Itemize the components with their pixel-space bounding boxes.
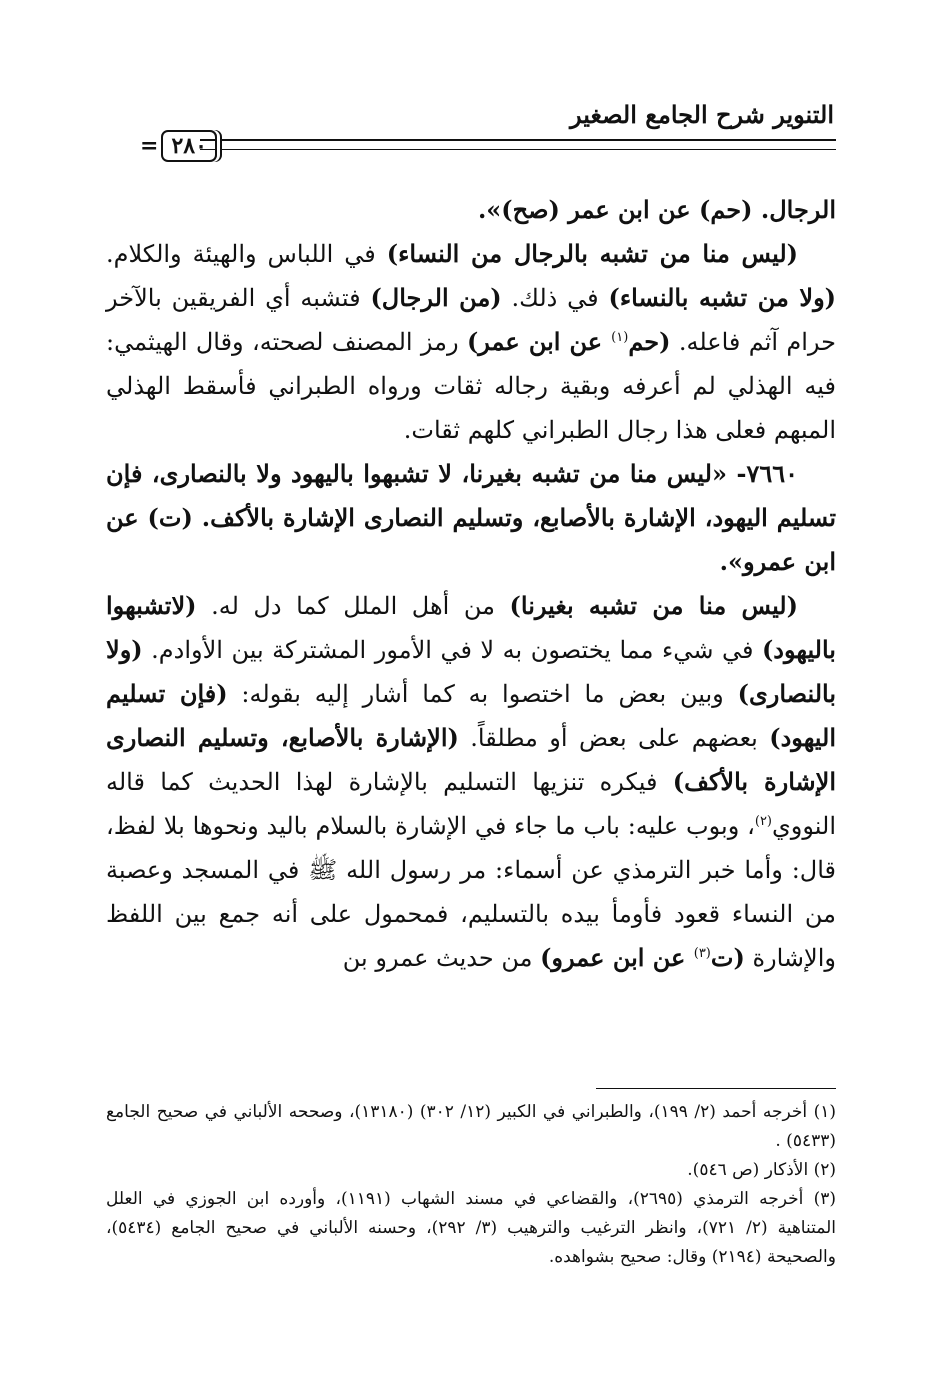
text-bold: (ولا بالنصارى) xyxy=(106,635,837,708)
text-bold: (من الرجال) xyxy=(370,283,502,312)
footnote-separator xyxy=(596,1088,836,1089)
text-bold: (ليس منا من تشبه بالرجال من النساء) xyxy=(386,239,799,268)
text-bold: (ولا من تشبه بالنساء) xyxy=(608,283,837,312)
footnote-2: (٢) الأذكار (ص ٥٤٦). xyxy=(687,1160,836,1180)
text: وبين بعض ما اختصوا به كما أشار إليه بقوله: xyxy=(227,680,738,708)
footnotes xyxy=(106,1098,836,1272)
text-bold: (ليس منا من تشبه بغيرنا) xyxy=(509,591,798,620)
text-bold: (ت xyxy=(710,943,745,972)
footnote-3: (٣) أخرجه الترمذي (٢٦٩٥)، والقضاعي في مسند الشهاب (١١٩١)، وأورده ابن الجوزي في العلل المتناهية (٢/ ٧٢١)، وانظر الترغيب والترهيب (٣/ ٢٩٢)، وحسنه الألباني في صحيح الجامع (٥٤٣٤)، والصحيحة (٢١٩٤) وقال: صحيح بشواهده. xyxy=(106,1189,836,1267)
text-bold: عن ابن عمر) xyxy=(466,327,612,356)
paragraph-4 xyxy=(106,584,836,980)
page-number-box xyxy=(140,130,217,162)
page-number-dash: = xyxy=(140,133,159,159)
text-bold: (حم xyxy=(628,327,671,356)
text: ، وبوب عليه: باب ما جاء في الإشارة بالسلام باليد ونحوها بلا لفظ، قال: وأما خبر الترمذي عن أسماء: مر رسول الله ﷺ في المسجد وعصبة من النساء قعود فأومأ بيده بالتسليم، فمحمول على أنه جمع بين اللفظ والإشارة xyxy=(106,812,836,972)
text: رمز المصنف لصحته، وقال الهيثمي: فيه الهذلي لم أعرفه وبقية رجاله ثقات ورواه الطبراني فأسقط الهذلي المبهم فعلى هذا رجال الطبراني كلهم ثقات. xyxy=(106,328,836,444)
main-text xyxy=(106,188,836,980)
text: من حديث عمرو بن xyxy=(342,944,541,972)
text-bold: عن ابن عمرو) xyxy=(540,943,694,972)
text: من أهل الملل كما دل له. xyxy=(196,592,510,620)
text: في اللباس والهيئة والكلام. xyxy=(106,240,387,268)
hadith-7660 xyxy=(106,452,836,584)
footnote-ref: (٢) xyxy=(754,814,772,829)
book-title: التنوير شرح الجامع الصغير xyxy=(570,100,834,129)
text-bold: ٧٦٦٠- «ليس منا من تشبه بغيرنا، لا تشبهوا باليهود ولا بالنصارى، فإن تسليم اليهود، الإشارة بالأصابع، وتسليم النصارى الإشارة بالأكف. (ت) عن ابن عمرو». xyxy=(106,459,836,576)
footnote-ref: (٣) xyxy=(693,946,711,961)
text-bold: الرجال. (حم) عن ابن عمر (صح)». xyxy=(477,195,836,224)
paragraph-2 xyxy=(106,232,836,452)
footnote-ref: (١) xyxy=(611,330,629,345)
text-bold: (لاتشبهوا باليهود) xyxy=(106,591,836,664)
text: في ذلك. xyxy=(501,284,609,312)
header-double-rule xyxy=(200,139,836,150)
footnote-1: (١) أخرجه أحمد (٢/ ١٩٩)، والطبراني في الكبير (١٢/ ٣٠٢) (١٣١٨٠)، وصححه الألباني في صحيح الجامع (٥٤٣٣) . xyxy=(106,1102,836,1151)
text: في شيء مما يختصون به لا في الأمور المشتركة بين الأوادم. xyxy=(142,636,762,664)
text: فيكره تنزيها التسليم بالإشارة لهذا الحديث كما قاله النووي xyxy=(106,768,836,840)
text-bold: (فإن تسليم اليهود) xyxy=(106,679,836,752)
paragraph-1 xyxy=(106,188,836,232)
page-number: ٢٨٠ xyxy=(161,130,216,162)
text: فتشبه أي الفريقين بالآخر حرام آثم فاعله. xyxy=(106,284,836,356)
text-bold: (الإشارة بالأصابع، وتسليم النصارى الإشارة بالأكف) xyxy=(106,723,836,796)
text: بعضهم على بعض أو مطلقاً. xyxy=(458,724,770,752)
